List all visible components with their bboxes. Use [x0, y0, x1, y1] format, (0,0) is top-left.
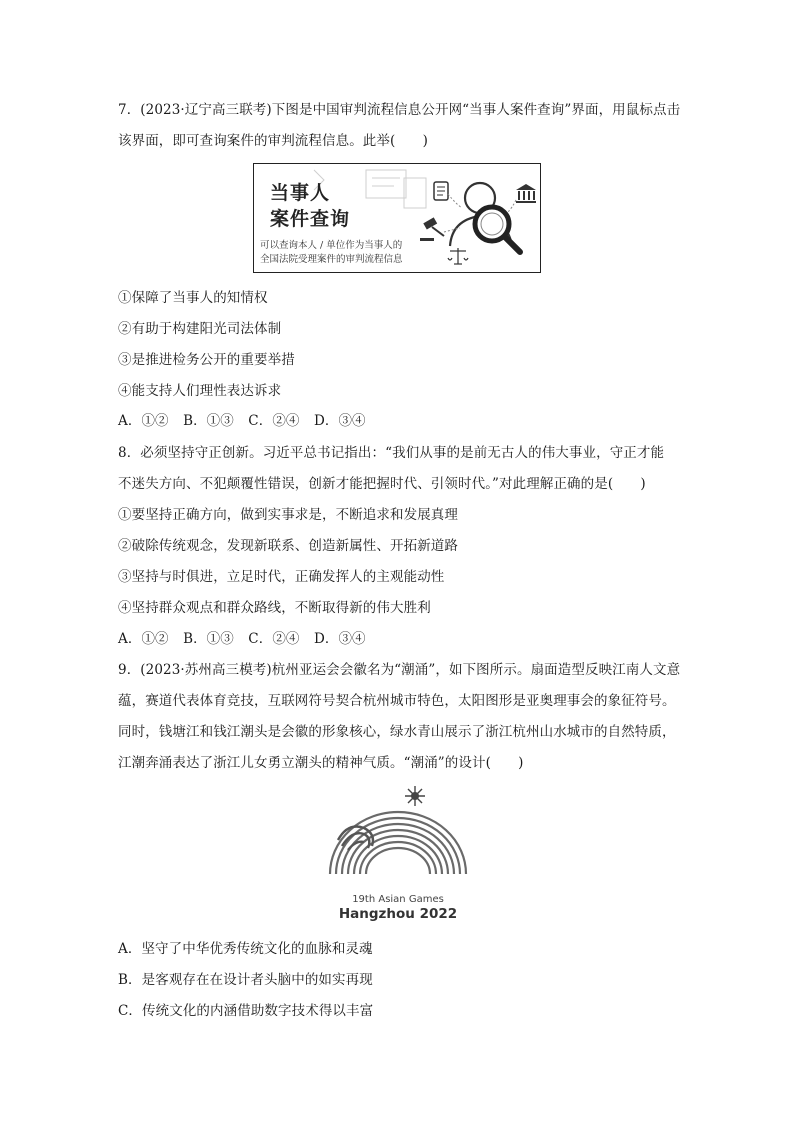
q8-stem-line-2: 不迷失方向、不犯颠覆性错误，创新才能把握时代、引领时代。”对此理解正确的是( ) [118, 476, 646, 492]
asian-games-emblem [318, 784, 478, 924]
scales-icon [448, 248, 468, 264]
q8-option-1: ①要坚持正确方向，做到实事求是，不断追求和发展真理 [118, 507, 458, 523]
q9-stem-line-3: 同时，钱塘江和钱江潮头是会徽的形象核心，绿水青山展示了浙江杭州山水城市的自然特质， [118, 724, 676, 740]
q7-option-2: ②有助于构建阳光司法体制 [118, 321, 282, 337]
courthouse-icon [516, 184, 536, 203]
emblem-subtitle: 19th Asian Games [352, 894, 444, 905]
q7-choice-b[interactable]: B．①③ [183, 413, 234, 429]
q9-choice-c[interactable]: C．传统文化的内涵借助数字技术得以丰富 [118, 1003, 374, 1019]
q9-stem-line-4: 江潮奔涌表达了浙江儿女勇立潮头的精神气质。“潮涌”的设计( ) [118, 755, 524, 771]
q8-choices [118, 631, 678, 647]
q8-choice-b[interactable]: B．①③ [183, 631, 234, 647]
q9-stem-line-2: 蕴，赛道代表体育竞技，互联网符号契合杭州城市特色，太阳图形是亚奥理事会的象征符号。 [118, 693, 676, 709]
case-query-figure [253, 163, 541, 273]
emblem-title: Hangzhou 2022 [338, 906, 458, 922]
q9-choice-b[interactable]: B．是客观存在在设计者头脑中的如实再现 [118, 972, 373, 988]
q7-option-1: ①保障了当事人的知情权 [118, 290, 268, 306]
emblem-graphic [318, 784, 478, 894]
q9-choice-a[interactable]: A．坚守了中华优秀传统文化的血脉和灵魂 [118, 941, 373, 957]
document-icon [434, 182, 448, 200]
q7-choice-d[interactable]: D．③④ [313, 413, 366, 429]
q8-choice-d[interactable]: D．③④ [313, 631, 366, 647]
figure-description-line-1: 可以查询本人 / 单位作为当事人的 [260, 240, 403, 251]
q9-stem-line-1: 9．(2023·苏州高三模考)杭州亚运会会徽名为“潮涌”，如下图所示。扇面造型反映江南人文意 [118, 662, 681, 678]
figure-description-line-2: 全国法院受理案件的审判流程信息 [260, 254, 403, 265]
q7-stem-line-2: 该界面，即可查询案件的审判流程信息。此举( ) [118, 133, 428, 149]
q7-choices [118, 413, 678, 429]
q8-choice-a[interactable]: A．①② [118, 631, 169, 647]
gavel-icon [420, 217, 444, 241]
magnifier-icon [475, 207, 520, 252]
q8-option-4: ④坚持群众观点和群众路线，不断取得新的伟大胜利 [118, 600, 431, 616]
figure-title-line-2: 案件查询 [270, 208, 351, 230]
figure-title-line-1: 当事人 [270, 182, 331, 204]
q8-choice-c[interactable]: C．②④ [248, 631, 300, 647]
q8-option-2: ②破除传统观念，发现新联系、创造新属性、开拓新道路 [118, 538, 458, 554]
q7-option-4: ④能支持人们理性表达诉求 [118, 383, 282, 399]
q7-choice-c[interactable]: C．②④ [248, 413, 300, 429]
q7-stem-line-1: 7．(2023·辽宁高三联考)下图是中国审判流程信息公开网“当事人案件查询”界面，用鼠标点击 [118, 102, 681, 118]
fan-waves [330, 812, 466, 874]
sun-icon [405, 786, 425, 806]
q7-choice-a[interactable]: A．①② [118, 413, 169, 429]
q8-option-3: ③坚持与时俱进，立足时代，正确发挥人的主观能动性 [118, 569, 445, 585]
q8-stem-line-1: 8．必须坚持守正创新。习近平总书记指出：“我们从事的是前无古人的伟大事业，守正才能 [118, 445, 665, 461]
q7-option-3: ③是推进检务公开的重要举措 [118, 352, 295, 368]
